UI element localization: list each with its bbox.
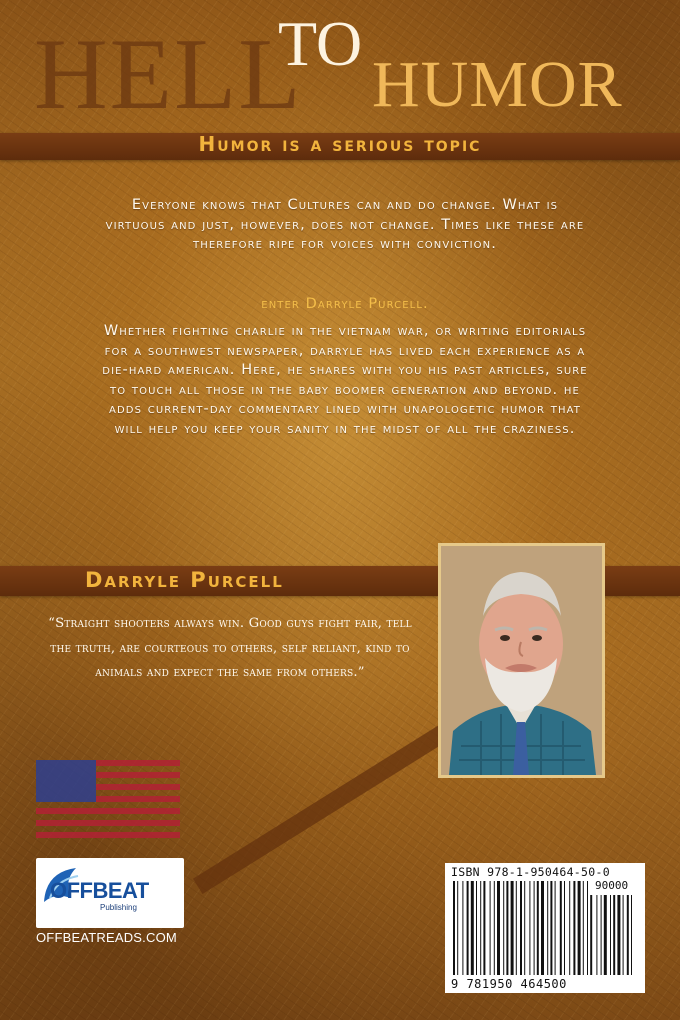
barcode-bar (631, 895, 632, 975)
barcode-number: 9 781950 464500 (451, 977, 567, 991)
author-name: Darryle Purcell (85, 568, 284, 592)
barcode-bar (520, 881, 522, 975)
barcode-bar (497, 881, 500, 975)
barcode-bar (547, 881, 548, 975)
barcode-bar (601, 895, 602, 975)
title-word-hell: HELL (34, 18, 303, 131)
barcode-bar (627, 895, 629, 975)
barcode-bar (596, 895, 597, 975)
barcode-bar (550, 881, 552, 975)
publisher-website: OFFBEATREADS.COM (36, 930, 177, 945)
barcode-bar (534, 881, 535, 975)
title-word-to: TO (278, 8, 363, 79)
barcode-bar (529, 881, 530, 975)
barcode-bar (506, 881, 508, 975)
subtitle-band (0, 133, 680, 160)
barcode-bar (613, 895, 615, 975)
barcode-bars (445, 863, 645, 993)
barcode-bar (587, 881, 588, 975)
isbn-text: ISBN 978-1-950464-50-0 (451, 865, 610, 879)
barcode-bar (457, 881, 458, 975)
barcode-bar (537, 881, 539, 975)
publisher-logo-sub: Publishing (100, 903, 137, 912)
barcode-bar (453, 881, 455, 975)
barcode-bar (573, 881, 575, 975)
title-word-humor: HUMOR (372, 48, 623, 121)
barcode-bar (604, 895, 607, 975)
barcode-bar (555, 881, 556, 975)
barcode-bar (490, 881, 491, 975)
barcode-bar (564, 881, 565, 975)
barcode-bar (623, 895, 624, 975)
barcode-bar (541, 881, 544, 975)
author-portrait-illustration (441, 546, 602, 775)
barcode-bar (516, 881, 517, 975)
barcode-bar (503, 881, 504, 975)
barcode-bar (578, 881, 581, 975)
publisher-logo (36, 858, 184, 928)
barcode-bar (617, 895, 620, 975)
barcode-bar (476, 881, 477, 975)
barcode-addon: 90000 (595, 879, 629, 892)
description-paragraph-1: Everyone knows that Cultures can and do change. What is virtuous and just, however, does not change. Times like these are therefore ripe for voices with conviction. (105, 197, 585, 252)
isbn-barcode (445, 863, 645, 993)
barcode-bar (569, 881, 570, 975)
barcode-bar (560, 881, 562, 975)
barcode-bar (583, 881, 584, 975)
barcode-bar (610, 895, 611, 975)
author-photo (438, 543, 605, 778)
barcode-bar (480, 881, 481, 975)
barcode-bar (471, 881, 474, 975)
american-flag-graphic (36, 760, 180, 840)
description-paragraph-2: Whether fighting charlie in the vietnam war, or writing editorials for a southwest newspaper, darryle has lived each experience as a die-hard american. Here, he shares with you his past articles, sure to touch all those in the baby boomer generation and beyond. he adds current-day commentary lined with unapologetic humor that will help you keep your sanity in the midst of all the craziness. (102, 323, 588, 437)
barcode-bar (483, 881, 485, 975)
barcode-bar (524, 881, 525, 975)
description-tagline: enter Darryle Purcell. (261, 296, 429, 312)
publisher-logo-name: OFFBEAT (50, 878, 149, 903)
subtitle: Humor is a serious topic (198, 132, 482, 156)
barcode-bar (511, 881, 514, 975)
barcode-bar (494, 881, 495, 975)
barcode-bar (590, 895, 592, 975)
barcode-bar (467, 881, 469, 975)
author-quote: “Straight shooters always win. Good guys fight fair, tell the truth, are courteous to others, self reliant, kind to animals and expect the same from others.” (48, 616, 412, 680)
barcode-bar (462, 881, 463, 975)
